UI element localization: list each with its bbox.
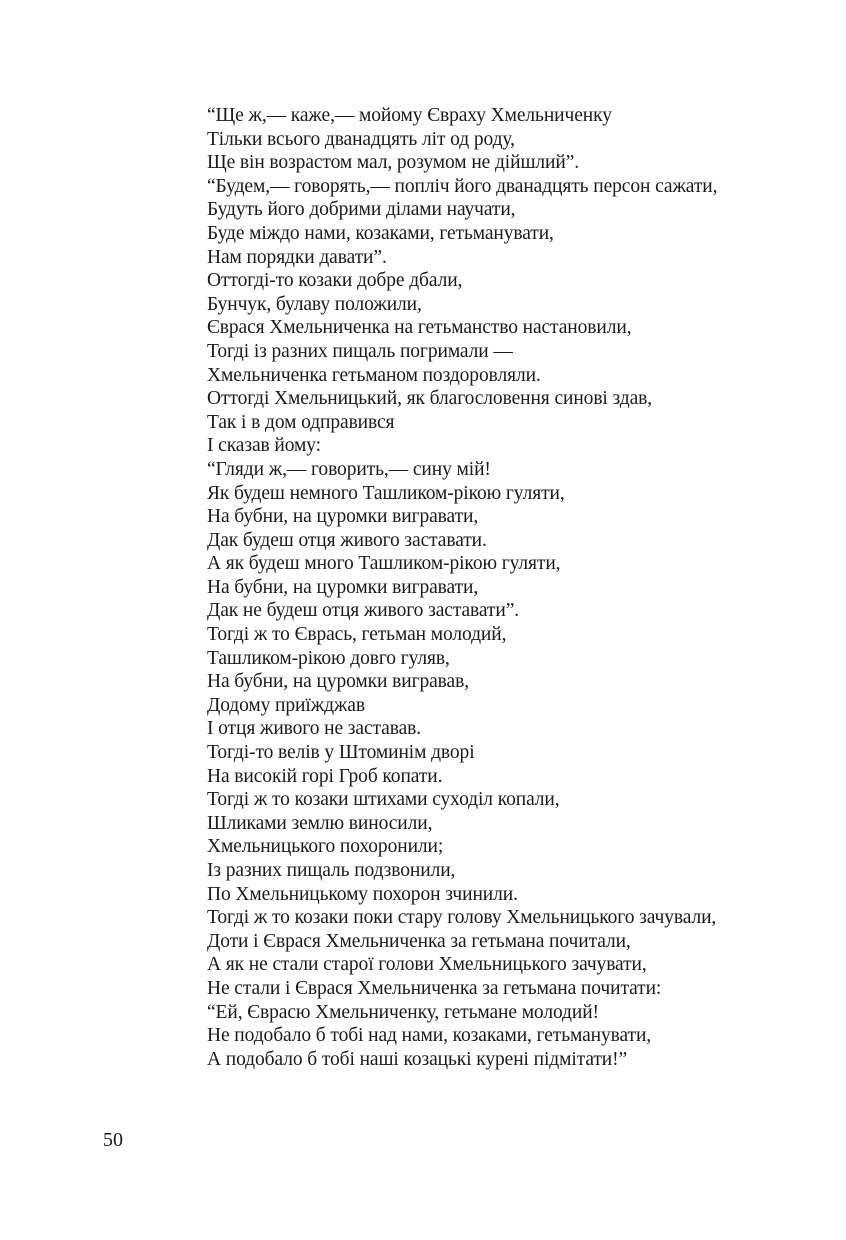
poem-line: Дак будеш отця живого заставати. — [207, 529, 487, 551]
poem-line: “Ей, Єврасю Хмельниченку, гетьмане молодий! — [207, 1001, 599, 1023]
poem-line: Ташликом-рікою довго гуляв, — [207, 647, 450, 669]
poem-line: І сказав йому: — [207, 435, 321, 457]
poem-line: Із разних пищаль подзвонили, — [207, 860, 456, 881]
poem-line: Оттогді Хмельницький, як благословення синові здав, — [207, 388, 653, 410]
poem-line: На бубни, на цуромки вигравав, — [207, 671, 469, 693]
poem-line: І отця живого не заставав. — [207, 718, 422, 740]
poem-line: Тогді ж то Єврась, гетьман молодий, — [207, 624, 507, 646]
poem-line: Бунчук, булаву положили, — [207, 293, 422, 315]
poem-line: Так і в дом одправився — [207, 411, 395, 433]
poem-line: На високій горі Гроб копати. — [207, 765, 443, 787]
poem-line: “Будем,— говорять,— попліч його дванадцять персон сажати, — [207, 175, 718, 197]
poem-line: “Гляди ж,— говорить,— сину мій! — [207, 458, 491, 480]
poem-line: Тогді ж то козаки поки стару голову Хмельницького зачували, — [207, 907, 717, 929]
poem-line: Хмельницького похоронили; — [207, 836, 444, 858]
poem-line: “Ще ж,— каже,— мойому Євраху Хмельниченку — [207, 105, 612, 126]
poem-line: Доти і Єврася Хмельниченка за гетьмана почитали, — [207, 930, 631, 952]
poem-line: Тогді із разних пищаль погримали — — [207, 340, 513, 362]
poem-line: Єврася Хмельниченка на гетьманство настановили, — [207, 317, 632, 339]
poem-line: На бубни, на цуромки вигравати, — [207, 506, 479, 528]
poem-line: По Хмельницькому похорон зчинили. — [207, 883, 518, 905]
poem-line: На бубни, на цуромки вигравати, — [207, 576, 479, 598]
poem-line: Нам порядки давати”. — [207, 246, 387, 268]
poem-line: Не стали і Єврася Хмельниченка за гетьмана почитати: — [207, 977, 662, 999]
poem-line: Як будеш немного Ташликом-рікою гуляти, — [207, 482, 565, 504]
poem-line: Додому приїжджав — [207, 694, 365, 716]
poem-line: Буде міждо нами, козаками, гетьманувати, — [207, 222, 554, 244]
poem-line: Тогді ж то козаки штихами суходіл копали, — [207, 789, 560, 811]
page-number: 50 — [103, 1129, 123, 1151]
poem-line: А як будеш много Ташликом-рікою гуляти, — [207, 553, 561, 575]
poem-line: Оттогді-то козаки добре дбали, — [207, 270, 463, 292]
poem-line: А як не стали старої голови Хмельницького зачувати, — [207, 954, 647, 976]
poem-text — [207, 104, 827, 1071]
poem-line: Шликами землю виносили, — [207, 812, 433, 834]
poem-line: Будуть його добрими ділами научати, — [207, 199, 516, 221]
poem-line: Хмельниченка гетьманом поздоровляли. — [207, 364, 541, 386]
poem-line: А подобало б тобі наші козацькі курені підмітати!” — [207, 1048, 628, 1070]
poem-line: Тільки всього дванадцять літ од роду, — [207, 128, 515, 150]
poem-line: Ще він возрастом мал, розумом не дійшлий”. — [207, 152, 580, 174]
poem-line: Дак не будеш отця живого заставати”. — [207, 600, 520, 622]
poem-line: Тогді-то велів у Штоминім дворі — [207, 742, 475, 764]
poem-line: Не подобало б тобі над нами, козаками, гетьманувати, — [207, 1025, 652, 1047]
